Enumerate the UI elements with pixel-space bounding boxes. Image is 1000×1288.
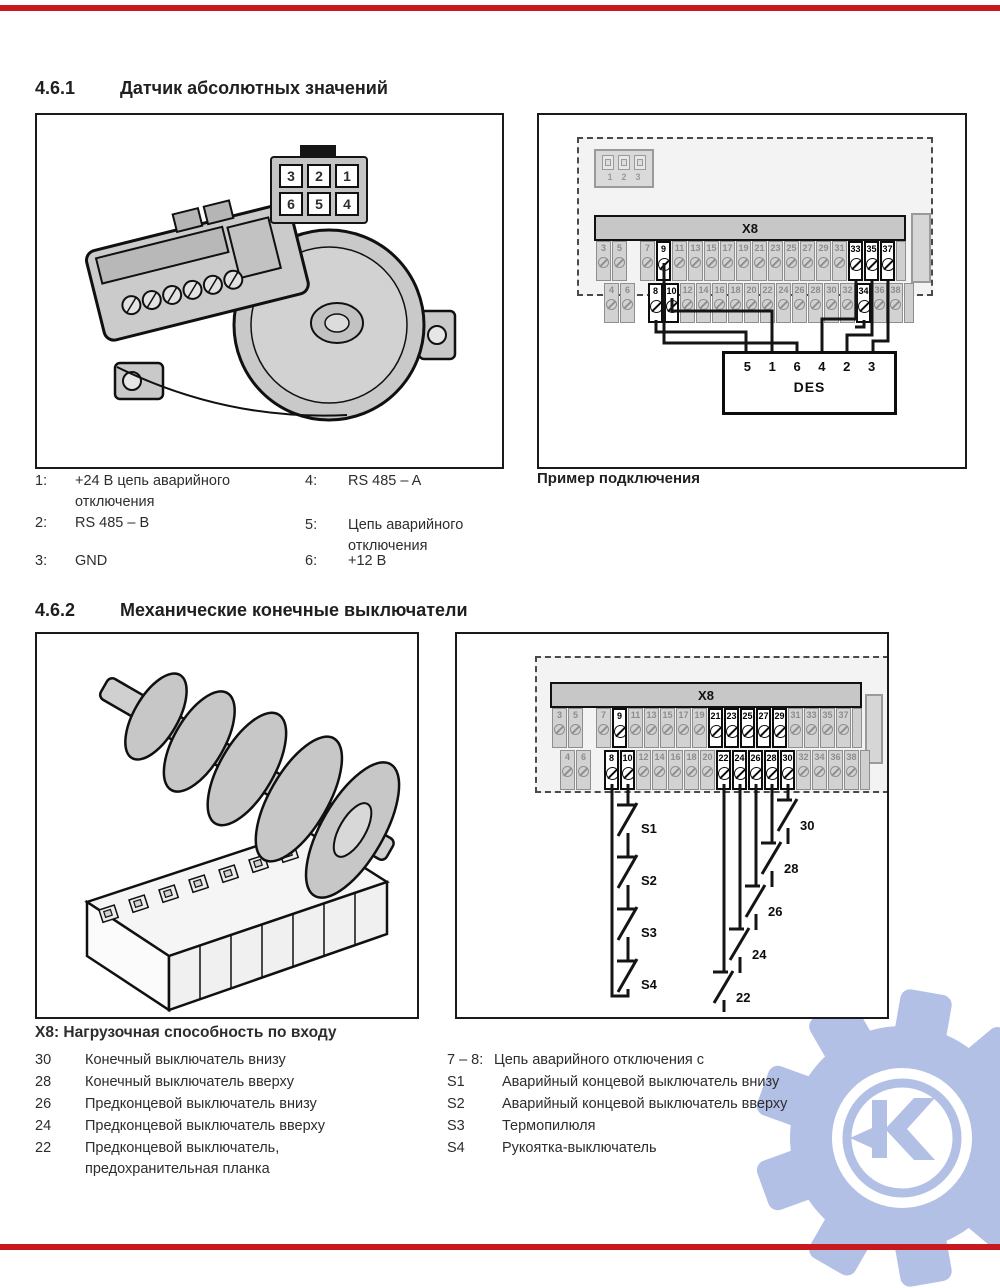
terminal-5: 5 bbox=[568, 708, 583, 748]
terminal-36: 36 bbox=[872, 283, 887, 323]
connector-pin-cell: 5 bbox=[307, 192, 331, 216]
legend-num: S4 bbox=[447, 1140, 465, 1156]
terminal-35: 35 bbox=[820, 708, 835, 748]
terminal-30: 30 bbox=[780, 750, 795, 790]
legend-num: 6: bbox=[305, 553, 318, 569]
terminal-3: 3 bbox=[552, 708, 567, 748]
terminal-8: 8 bbox=[604, 750, 619, 790]
terminal-31: 31 bbox=[788, 708, 803, 748]
connector-body bbox=[270, 156, 368, 224]
terminal-12: 12 bbox=[636, 750, 651, 790]
section-2-number: 4.6.2 bbox=[35, 600, 76, 620]
legend-text: +24 В цепь аварийного отключения bbox=[75, 473, 231, 510]
connector-pin-cell: 6 bbox=[279, 192, 303, 216]
limit-switch-figure bbox=[35, 632, 419, 1019]
terminal-27: 27 bbox=[800, 241, 815, 281]
terminal-30: 30 bbox=[824, 283, 839, 323]
terminal-11: 11 bbox=[628, 708, 643, 748]
terminal-20: 20 bbox=[700, 750, 715, 790]
des-pin: 6 bbox=[793, 359, 801, 374]
terminal-37: 37 bbox=[880, 241, 895, 281]
terminal-7: 7 bbox=[640, 241, 655, 281]
legend-text: RS 485 – B bbox=[75, 515, 150, 531]
terminal-5: 5 bbox=[612, 241, 627, 281]
legend-text: Цепь аварийного отключения с bbox=[494, 1052, 705, 1068]
legend-text: Цепь аварийного отключения bbox=[348, 517, 464, 554]
legend-text: Предконцевой выключатель внизу bbox=[85, 1096, 317, 1112]
mini-pin-number: 2 bbox=[621, 172, 627, 182]
terminal-22: 22 bbox=[716, 750, 731, 790]
terminal-19: 19 bbox=[736, 241, 751, 281]
encoder-connector-pinmap bbox=[270, 145, 370, 229]
legend-num: 24 bbox=[35, 1118, 52, 1134]
connector-pin-cell: 4 bbox=[335, 192, 359, 216]
connection-example-figure bbox=[537, 113, 967, 469]
legend-num: 4: bbox=[305, 473, 318, 489]
terminal-35: 35 bbox=[864, 241, 879, 281]
terminal-10: 10 bbox=[664, 283, 679, 323]
stair-switch-label: 28 bbox=[784, 861, 799, 876]
legend-num: S1 bbox=[447, 1074, 465, 1090]
legend-text: Предконцевой выключатель, предохранительная планка bbox=[85, 1140, 280, 1177]
terminal-33: 33 bbox=[848, 241, 863, 281]
connector-pin-cell: 1 bbox=[335, 164, 359, 188]
des-pin: 1 bbox=[768, 359, 776, 374]
terminal-11: 11 bbox=[672, 241, 687, 281]
legend-text: Конечный выключатель вверху bbox=[85, 1074, 294, 1090]
terminal-16: 16 bbox=[712, 283, 727, 323]
terminal-17: 17 bbox=[676, 708, 691, 748]
mini-pin-number: 1 bbox=[607, 172, 613, 182]
terminal-15: 15 bbox=[704, 241, 719, 281]
terminal-36: 36 bbox=[828, 750, 843, 790]
terminal-33: 33 bbox=[804, 708, 819, 748]
legend-item-1 bbox=[35, 471, 305, 513]
terminal-38: 38 bbox=[888, 283, 903, 323]
legend-text: +12 В bbox=[348, 553, 387, 569]
connection-example-caption: Пример подключения bbox=[537, 470, 701, 487]
stair-switch-label: 26 bbox=[768, 904, 783, 919]
legend-text: Предконцевой выключатель вверху bbox=[85, 1118, 325, 1134]
terminal-16: 16 bbox=[668, 750, 683, 790]
connector-pin-cell: 3 bbox=[279, 164, 303, 188]
legend-num: 2: bbox=[35, 515, 48, 531]
mini-pin-number: 3 bbox=[635, 172, 641, 182]
terminal-23: 23 bbox=[768, 241, 783, 281]
des-pin: 5 bbox=[743, 359, 752, 374]
terminal-38: 38 bbox=[844, 750, 859, 790]
terminal-9: 9 bbox=[612, 708, 627, 748]
x8-strip-header: X8 bbox=[594, 215, 906, 241]
terminal-12: 12 bbox=[680, 283, 695, 323]
legend-text: Аварийный концевой выключатель внизу bbox=[502, 1074, 780, 1090]
terminal-34: 34 bbox=[856, 283, 871, 323]
terminal-24: 24 bbox=[776, 283, 791, 323]
legend-num: 5: bbox=[305, 517, 318, 533]
stair-switch-label: 22 bbox=[736, 990, 751, 1005]
connector-pin-cell: 2 bbox=[307, 164, 331, 188]
top-red-bar bbox=[0, 5, 1000, 11]
terminal-15: 15 bbox=[660, 708, 675, 748]
terminal-24: 24 bbox=[732, 750, 747, 790]
des-label: DES bbox=[793, 379, 826, 395]
des-pin: 2 bbox=[843, 359, 851, 374]
legend-text: Аварийный концевой выключатель вверху bbox=[502, 1096, 788, 1112]
terminal-6: 6 bbox=[620, 283, 635, 323]
terminal-26: 26 bbox=[792, 283, 807, 323]
legend-num: 3: bbox=[35, 553, 48, 569]
terminal-31: 31 bbox=[832, 241, 847, 281]
series-switch-label: S3 bbox=[641, 925, 657, 940]
terminal-4: 4 bbox=[560, 750, 575, 790]
terminal-10: 10 bbox=[620, 750, 635, 790]
terminal-27: 27 bbox=[756, 708, 771, 748]
section-1-title: Датчик абсолютных значений bbox=[120, 78, 388, 98]
des-pin-row bbox=[735, 359, 884, 374]
absolute-encoder-figure bbox=[35, 113, 504, 469]
terminal-34: 34 bbox=[812, 750, 827, 790]
terminal-29: 29 bbox=[772, 708, 787, 748]
terminal-18: 18 bbox=[728, 283, 743, 323]
terminal-17: 17 bbox=[720, 241, 735, 281]
legend-num: 1: bbox=[35, 473, 48, 489]
des-pin: 3 bbox=[867, 359, 876, 374]
terminal-20: 20 bbox=[744, 283, 759, 323]
legend-num: 30 bbox=[35, 1052, 52, 1068]
terminal-8: 8 bbox=[648, 283, 663, 323]
bottom-red-bar bbox=[0, 1244, 1000, 1250]
terminal-6: 6 bbox=[576, 750, 591, 790]
encoder-drawing bbox=[37, 115, 498, 463]
terminal-13: 13 bbox=[688, 241, 703, 281]
terminal-29: 29 bbox=[816, 241, 831, 281]
des-pin: 4 bbox=[818, 359, 826, 374]
series-switch-label: S2 bbox=[641, 873, 657, 888]
terminal-32: 32 bbox=[796, 750, 811, 790]
legend-num: 26 bbox=[35, 1096, 52, 1112]
terminal-9: 9 bbox=[656, 241, 671, 281]
terminal-21: 21 bbox=[752, 241, 767, 281]
legend-text: GND bbox=[75, 553, 108, 569]
terminal-19: 19 bbox=[692, 708, 707, 748]
terminal-32: 32 bbox=[840, 283, 855, 323]
switch-chain-wiring bbox=[457, 634, 883, 1013]
terminal-18: 18 bbox=[684, 750, 699, 790]
legend-num: S2 bbox=[447, 1096, 465, 1112]
x8-strip-header-2: X8 bbox=[550, 682, 862, 708]
switch-wiring-figure bbox=[455, 632, 889, 1019]
terminal-23: 23 bbox=[724, 708, 739, 748]
terminal-25: 25 bbox=[784, 241, 799, 281]
terminal-4: 4 bbox=[604, 283, 619, 323]
terminal-7: 7 bbox=[596, 708, 611, 748]
terminal-14: 14 bbox=[652, 750, 667, 790]
legend-text: RS 485 – A bbox=[348, 473, 422, 489]
legend-num: 7 – 8: bbox=[447, 1052, 484, 1068]
terminal-13: 13 bbox=[644, 708, 659, 748]
terminal-22: 22 bbox=[760, 283, 775, 323]
stair-switch-label: 24 bbox=[752, 947, 767, 962]
legend-num: 22 bbox=[35, 1140, 52, 1156]
terminal-14: 14 bbox=[696, 283, 711, 323]
terminal-25: 25 bbox=[740, 708, 755, 748]
des-device-box bbox=[722, 351, 897, 415]
terminal-3: 3 bbox=[596, 241, 611, 281]
section-2-title: Механические конечные выключатели bbox=[120, 600, 468, 620]
terminal-28: 28 bbox=[764, 750, 779, 790]
legend-num: S3 bbox=[447, 1118, 465, 1134]
stair-switch-label: 30 bbox=[800, 818, 815, 833]
series-switch-label: S4 bbox=[641, 977, 657, 992]
legend-text: Рукоятка-выключатель bbox=[502, 1140, 657, 1156]
legend-text: Конечный выключатель внизу bbox=[85, 1052, 286, 1068]
terminal-26: 26 bbox=[748, 750, 763, 790]
terminal-37: 37 bbox=[836, 708, 851, 748]
terminal-28: 28 bbox=[808, 283, 823, 323]
limit-switch-drawing bbox=[37, 634, 413, 1013]
series-switch-label: S1 bbox=[641, 821, 657, 836]
legend-text: Термопилюля bbox=[502, 1118, 596, 1134]
x8-legend-heading: X8: Нагрузочная способность по входу bbox=[35, 1024, 337, 1041]
terminal-21: 21 bbox=[708, 708, 723, 748]
section-1-number: 4.6.1 bbox=[35, 78, 76, 98]
legend-num: 28 bbox=[35, 1074, 52, 1090]
